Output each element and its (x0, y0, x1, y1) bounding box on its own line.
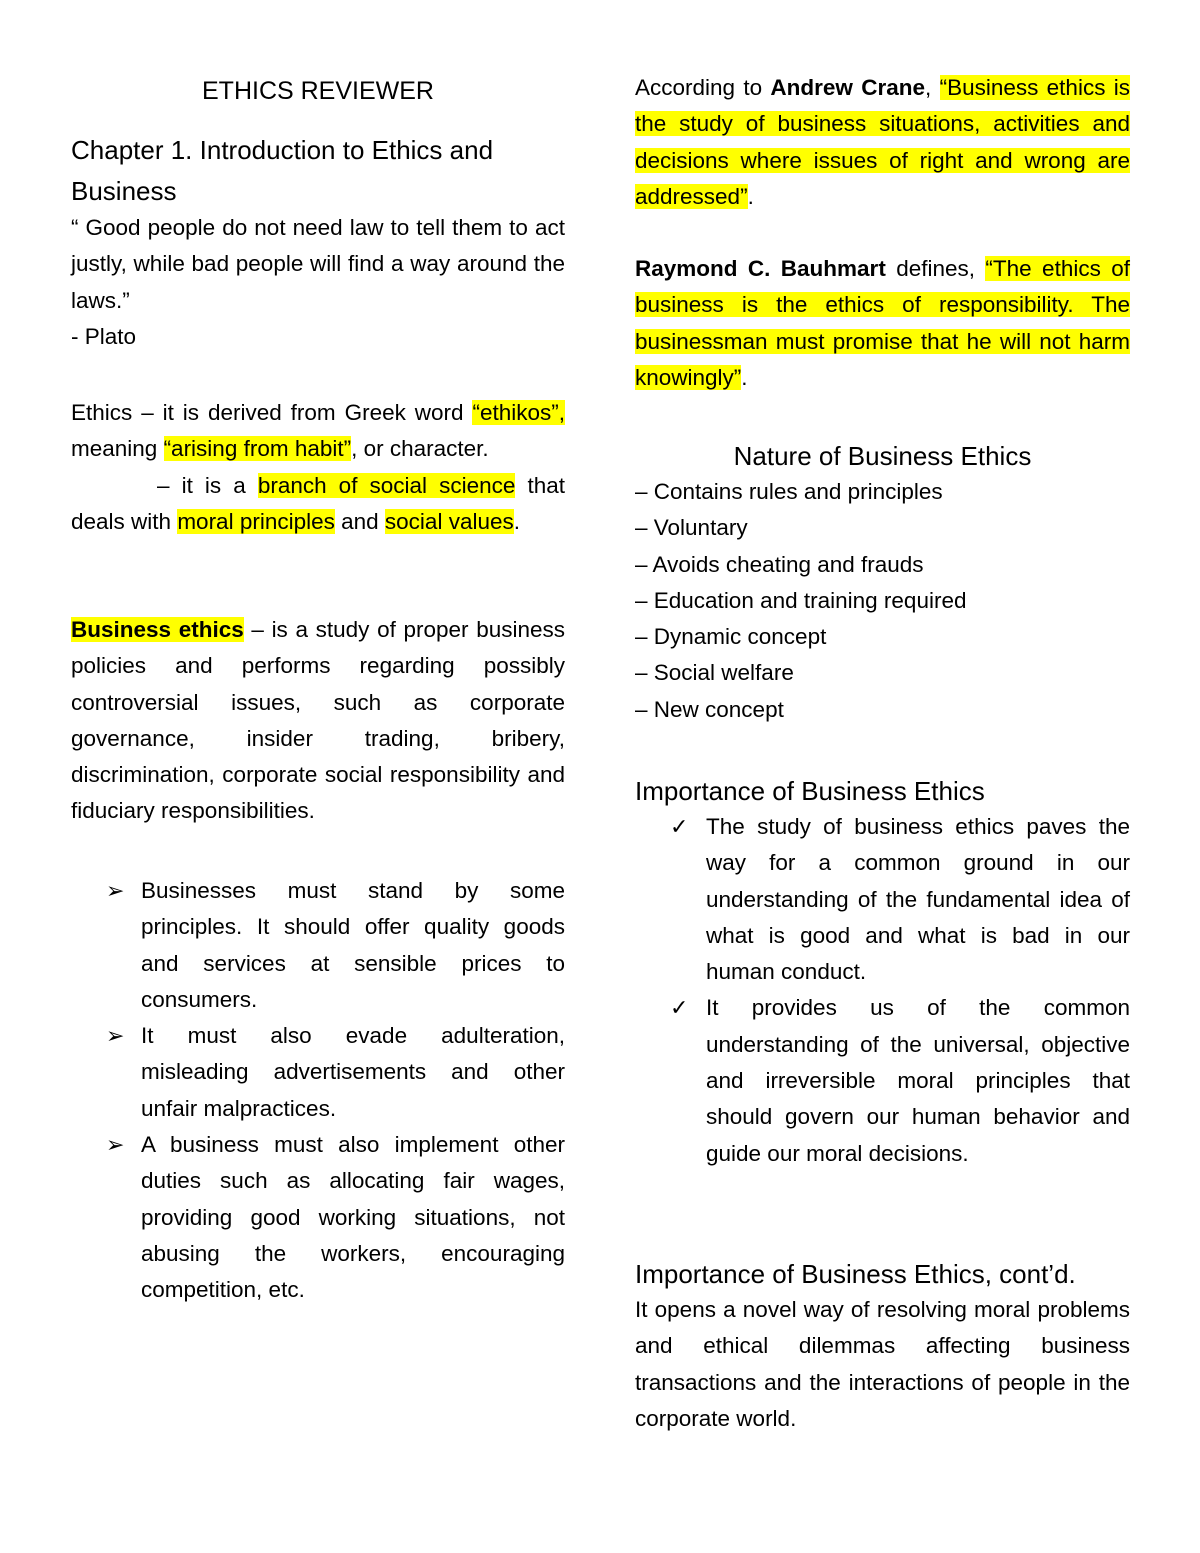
highlight-social-values: social values (384, 508, 514, 534)
list-item: – New concept (635, 696, 784, 722)
importance-contd-heading: Importance of Business Ethics, cont’d. (635, 1259, 1076, 1289)
ethics-def-text: and (334, 508, 385, 534)
crane-text: , (925, 75, 940, 100)
list-item (71, 1127, 565, 1308)
ethics-def-branch (71, 468, 565, 541)
arrow-bullet-icon: ➢ (106, 878, 125, 903)
highlight-moral-principles: moral principles (177, 508, 335, 534)
ethics-def-origin (71, 395, 565, 468)
list-item: – Avoids cheating and frauds (635, 551, 924, 577)
crane-text: According to (635, 75, 771, 100)
list-item: – Voluntary (635, 515, 748, 541)
andrew-crane-name: Andrew Crane (770, 75, 926, 100)
list-item (71, 873, 565, 1018)
list-item: – Contains rules and principles (635, 479, 943, 504)
ethics-def-text: that deals with (71, 472, 566, 534)
nature-section (635, 438, 1130, 728)
ethics-def-text: – it is a (157, 472, 258, 498)
ethics-def-text: . (513, 508, 521, 534)
bauhmart-definition (635, 251, 1130, 396)
ethics-def-text: – it is derived from Greek word (132, 400, 473, 425)
plato-quote (71, 210, 565, 355)
importance-section (635, 773, 1130, 1172)
highlight-branch-social-science: branch of social science (257, 472, 516, 498)
bauhmart-text: . (741, 364, 748, 390)
highlight-bauhmart-quote: “The ethics of business is the ethics of responsibility. The businessman must promise that he will not harm knowingly” (635, 256, 1130, 390)
list-item-text: It must also evade adulteration, misleading advertisements and other unfair malpractices. (141, 1023, 565, 1121)
arrow-bullet-icon: ➢ (106, 1023, 125, 1049)
ethics-def-text: , or character. (351, 436, 489, 462)
ethics-def-text: meaning (71, 436, 164, 462)
highlight-arising-from-habit: “arising from habit” (163, 436, 352, 462)
quote-author: - Plato (71, 323, 137, 349)
highlight-crane-quote: “Business ethics is the study of business situations, activities and decisions where issues of right and wrong are addressed” (635, 75, 1130, 209)
business-ethics-text: – is a study of proper business policies and performs regarding possibly controversial issues, such as corporate governance, insider trading, bribery, discrimination, corporate social responsibility and fiduciary responsibilities. (71, 617, 565, 824)
list-item: – Social welfare (635, 660, 794, 686)
quote-text: “ Good people do not need law to tell them to act justly, while bad people will find a way around the laws.” (71, 215, 565, 313)
list-item (635, 990, 1130, 1171)
business-principles-list (71, 873, 565, 1309)
list-item-text: It provides us of the common understanding of the universal, objective and irreversible moral principles that should govern our human behavior and guide our moral decisions. (706, 995, 1130, 1166)
importance-list (635, 809, 1130, 1172)
business-ethics-definition (71, 612, 565, 830)
importance-contd-text: It opens a novel way of resolving moral problems and ethical dilemmas affecting business transactions and the interactions of people in the corporate world. (635, 1297, 1130, 1431)
list-item-text: Businesses must stand by some principles. It should offer quality goods and services at sensible prices to consumers. (141, 878, 565, 1012)
list-item-text: A business must also implement other duties such as allocating fair wages, providing good working situations, not abusing the workers, encouraging competition, etc. (141, 1132, 565, 1303)
list-item: – Education and training required (635, 587, 967, 613)
list-item-text: The study of business ethics paves the way for a common ground in our understanding of the fundamental idea of what is good and what is bad in our human conduct. (706, 814, 1130, 985)
list-item (71, 1018, 565, 1127)
checkmark-icon: ✓ (670, 814, 689, 839)
ethics-definition (71, 395, 565, 540)
chapter-heading: Chapter 1. Introduction to Ethics and Business (71, 135, 494, 206)
list-item (635, 809, 1130, 990)
checkmark-icon: ✓ (670, 995, 689, 1021)
importance-contd-section (635, 1256, 1130, 1437)
crane-definition (635, 70, 1130, 215)
nature-heading: Nature of Business Ethics (733, 441, 1032, 471)
arrow-bullet-icon: ➢ (106, 1132, 125, 1158)
ethics-term: Ethics (71, 400, 133, 425)
document-title: ETHICS REVIEWER (202, 77, 434, 105)
highlight-ethikos: “ethikos”, (472, 400, 565, 425)
bauhmart-text: defines, (885, 256, 986, 281)
bauhmart-name: Raymond C. Bauhmart (635, 256, 886, 281)
business-ethics-term: Business ethics (71, 617, 244, 642)
nature-list (635, 474, 1130, 728)
crane-text: . (747, 183, 754, 209)
importance-heading: Importance of Business Ethics (635, 776, 985, 806)
list-item: – Dynamic concept (635, 624, 827, 650)
